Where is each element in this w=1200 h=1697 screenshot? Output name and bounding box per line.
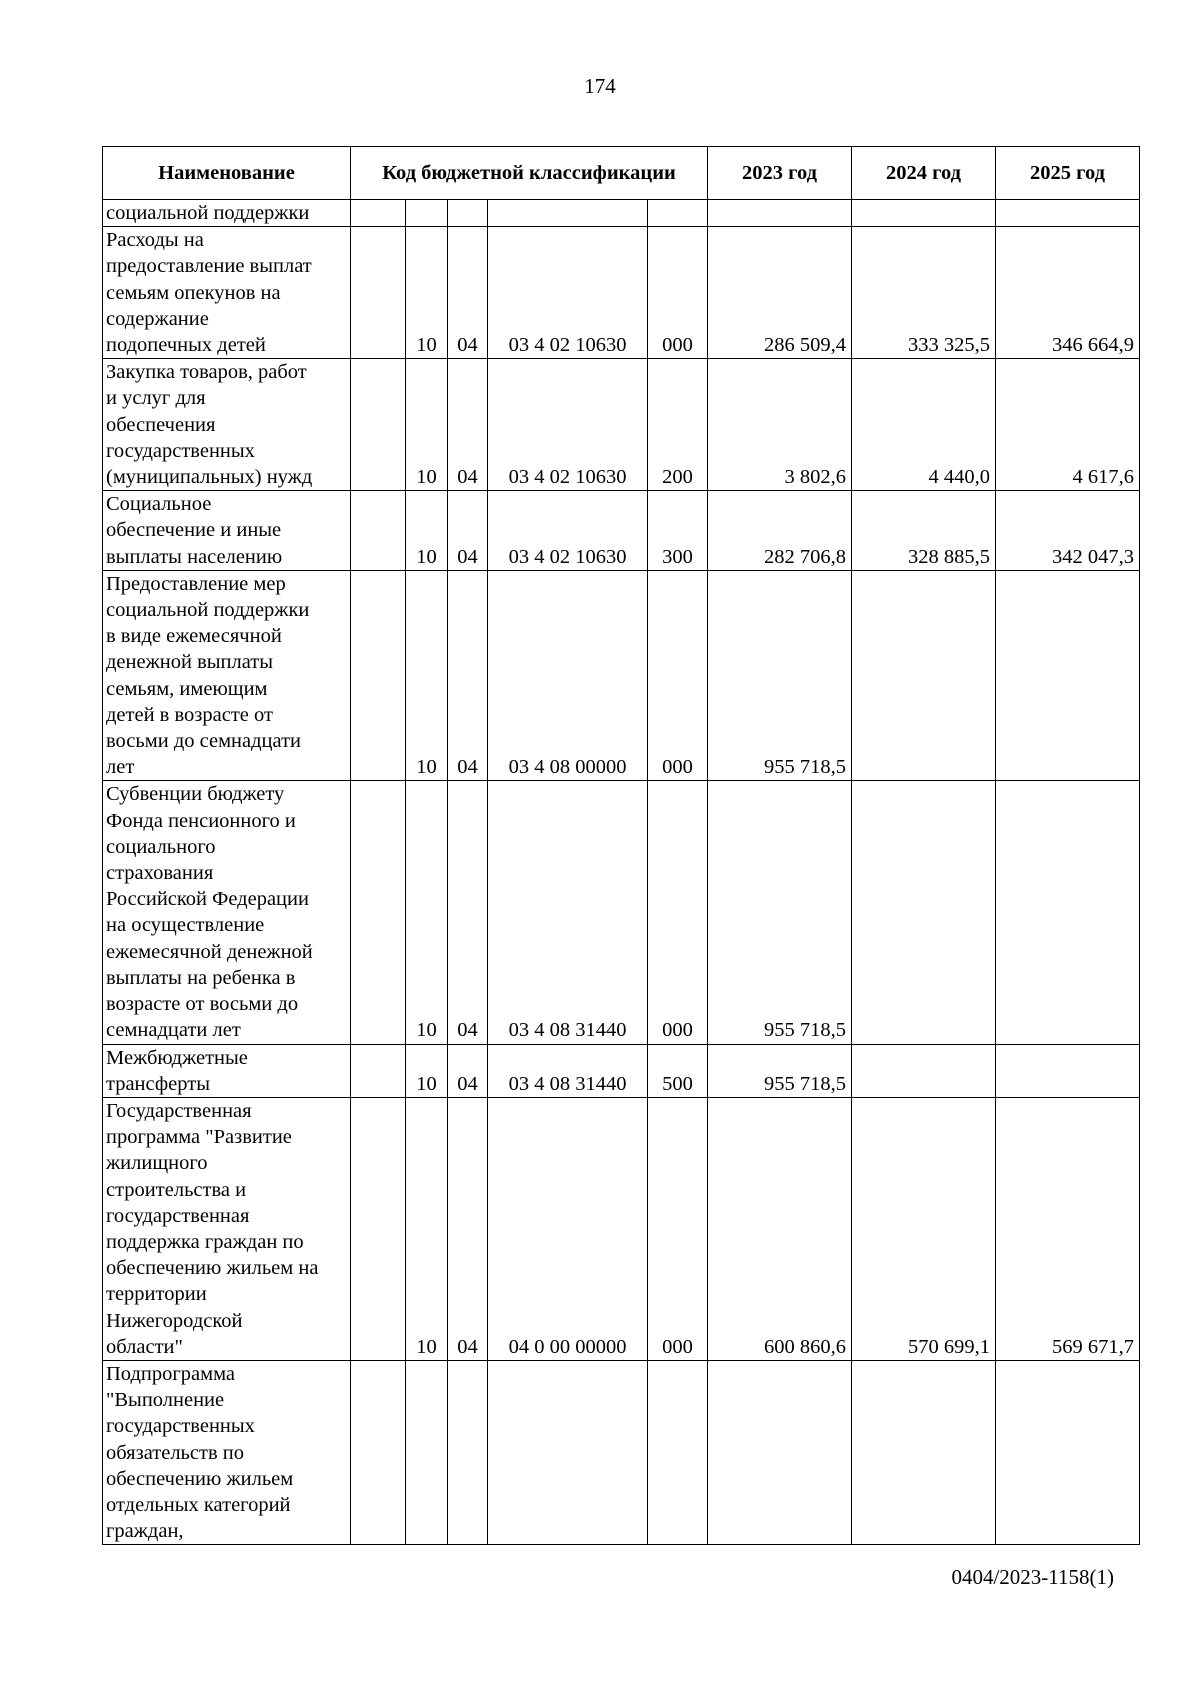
row-name-line: детей в возрасте от (106, 703, 273, 726)
code-blank (351, 1044, 406, 1097)
row-name-line: обеспечению жильем на (106, 1257, 319, 1280)
code-target-article: 03 4 02 10630 (488, 359, 648, 491)
amount-2023: 955 718,5 (708, 570, 852, 781)
code-blank (351, 200, 406, 227)
amount-2023 (708, 200, 852, 227)
code-target-article: 03 4 02 10630 (488, 227, 648, 359)
amount-2025: 569 671,7 (996, 1097, 1140, 1360)
row-name-line: граждан, (106, 1520, 184, 1543)
code-section (406, 1360, 448, 1544)
budget-table (102, 146, 1140, 1545)
amount-2023: 600 860,6 (708, 1097, 852, 1360)
row-name-line: подопечных детей (106, 334, 266, 357)
code-subsection: 04 (448, 1044, 488, 1097)
row-name (103, 227, 351, 359)
code-subsection: 04 (448, 1097, 488, 1360)
code-expense-type: 000 (648, 227, 708, 359)
header-code: Код бюджетной классификации (351, 147, 708, 200)
row-name (103, 570, 351, 781)
row-name-line: поддержка граждан по (106, 1230, 304, 1253)
table-header-row (103, 147, 1140, 200)
amount-2023: 282 706,8 (708, 491, 852, 571)
amount-2023: 955 718,5 (708, 781, 852, 1044)
code-subsection: 04 (448, 359, 488, 491)
row-name-line: обеспечения (106, 413, 216, 436)
code-target-article: 03 4 08 31440 (488, 781, 648, 1044)
code-target-article: 03 4 08 31440 (488, 1044, 648, 1097)
amount-2024: 328 885,5 (852, 491, 996, 571)
row-name-line: Социальное (106, 493, 212, 516)
row-name (103, 1360, 351, 1544)
row-name-line: Российской Федерации (106, 888, 309, 911)
amount-2025 (996, 1044, 1140, 1097)
amount-2025: 346 664,9 (996, 227, 1140, 359)
row-name-line: программа "Развитие (106, 1126, 292, 1149)
table-row (103, 200, 1140, 227)
amount-2024 (852, 570, 996, 781)
page-number: 174 (584, 74, 616, 98)
row-name-line: социального (106, 835, 216, 858)
row-name-line: Расходы на (106, 229, 204, 252)
row-name-line: выплаты на ребенка в (106, 966, 296, 989)
table-row (103, 1360, 1140, 1544)
row-name-line: страхования (106, 862, 214, 885)
amount-2024 (852, 1360, 996, 1544)
code-target-article: 03 4 02 10630 (488, 491, 648, 571)
amount-2024: 570 699,1 (852, 1097, 996, 1360)
code-expense-type: 000 (648, 1097, 708, 1360)
code-section: 10 (406, 1044, 448, 1097)
amount-2025 (996, 781, 1140, 1044)
code-target-article: 03 4 08 00000 (488, 570, 648, 781)
row-name (103, 200, 351, 227)
code-blank (351, 491, 406, 571)
row-name (103, 1097, 351, 1360)
amount-2023: 286 509,4 (708, 227, 852, 359)
amount-2023 (708, 1360, 852, 1544)
code-subsection (448, 200, 488, 227)
row-name-line: ежемесячной денежной (106, 940, 313, 963)
row-name-line: Предоставление мер (106, 572, 286, 595)
row-name-line: государственная (106, 1204, 250, 1227)
row-name-line: "Выполнение (106, 1389, 225, 1412)
row-name-line: территории (106, 1283, 207, 1306)
row-name-line: семьям опекунов на (106, 281, 281, 304)
code-blank (351, 1097, 406, 1360)
amount-2025: 4 617,6 (996, 359, 1140, 491)
amount-2024 (852, 781, 996, 1044)
code-subsection: 04 (448, 570, 488, 781)
row-name-line: возрасте от восьми до (106, 993, 299, 1016)
row-name-line: социальной поддержки (106, 599, 310, 622)
table-row (103, 1044, 1140, 1097)
row-name-line: обеспечению жильем (106, 1467, 294, 1490)
code-section: 10 (406, 1097, 448, 1360)
code-expense-type (648, 1360, 708, 1544)
code-subsection (448, 1360, 488, 1544)
row-name-line: государственных (106, 1415, 255, 1438)
row-name-line: государственных (106, 439, 255, 462)
row-name-line: предоставление выплат (106, 255, 312, 278)
table-row (103, 359, 1140, 491)
row-name (103, 491, 351, 571)
amount-2023: 955 718,5 (708, 1044, 852, 1097)
code-section: 10 (406, 227, 448, 359)
row-name-line: лет (106, 756, 135, 779)
row-name-line: в виде ежемесячной (106, 625, 282, 648)
code-expense-type: 300 (648, 491, 708, 571)
amount-2024 (852, 1044, 996, 1097)
row-name-line: отдельных категорий (106, 1493, 291, 1516)
row-name (103, 359, 351, 491)
code-expense-type: 000 (648, 570, 708, 781)
code-blank (351, 781, 406, 1044)
row-name-line: (муниципальных) нужд (106, 466, 313, 489)
header-2025: 2025 год (996, 147, 1140, 200)
row-name-line: денежной выплаты (106, 651, 274, 674)
row-name-line: обязательств по (106, 1441, 244, 1464)
row-name-line: семьям, имеющим (106, 677, 268, 700)
row-name-line: Государственная (106, 1099, 252, 1122)
row-name-line: Подпрограмма (106, 1362, 236, 1385)
amount-2023: 3 802,6 (708, 359, 852, 491)
code-section: 10 (406, 359, 448, 491)
row-name-line: семнадцати лет (106, 1019, 241, 1042)
amount-2024: 4 440,0 (852, 359, 996, 491)
row-name-line: жилищного (106, 1152, 208, 1175)
row-name-line: области" (106, 1335, 183, 1358)
amount-2025 (996, 1360, 1140, 1544)
header-name: Наименование (103, 147, 351, 200)
code-subsection: 04 (448, 491, 488, 571)
amount-2025 (996, 200, 1140, 227)
code-target-article: 04 0 00 00000 (488, 1097, 648, 1360)
row-name-line: выплаты населению (106, 545, 283, 568)
code-section (406, 200, 448, 227)
amount-2025 (996, 570, 1140, 781)
header-2024: 2024 год (852, 147, 996, 200)
code-target-article (488, 200, 648, 227)
row-name-line: строительства и (106, 1178, 247, 1201)
code-expense-type: 000 (648, 781, 708, 1044)
row-name-line: обеспечение и иные (106, 519, 282, 542)
amount-2024 (852, 200, 996, 227)
row-name-line: содержание (106, 307, 209, 330)
document-id: 0404/2023-1158(1) (951, 1565, 1114, 1589)
row-name-line: на осуществление (106, 914, 265, 937)
row-name-line: восьми до семнадцати (106, 730, 302, 753)
row-name-line: социальной поддержки (106, 202, 310, 224)
code-blank (351, 570, 406, 781)
table-row (103, 227, 1140, 359)
code-blank (351, 359, 406, 491)
code-section: 10 (406, 491, 448, 571)
code-subsection: 04 (448, 227, 488, 359)
table-row (103, 491, 1140, 571)
row-name-line: трансферты (106, 1072, 210, 1095)
code-section: 10 (406, 781, 448, 1044)
row-name-line: Нижегородской (106, 1309, 243, 1332)
row-name (103, 1044, 351, 1097)
row-name (103, 781, 351, 1044)
code-blank (351, 227, 406, 359)
table-row (103, 1097, 1140, 1360)
amount-2024: 333 325,5 (852, 227, 996, 359)
amount-2025: 342 047,3 (996, 491, 1140, 571)
row-name-line: Субвенции бюджету (106, 783, 285, 806)
table-row (103, 570, 1140, 781)
code-expense-type (648, 200, 708, 227)
header-2023: 2023 год (708, 147, 852, 200)
row-name-line: Межбюджетные (106, 1046, 248, 1069)
code-target-article (488, 1360, 648, 1544)
code-blank (351, 1360, 406, 1544)
code-expense-type: 500 (648, 1044, 708, 1097)
code-section: 10 (406, 570, 448, 781)
table-row (103, 781, 1140, 1044)
code-subsection: 04 (448, 781, 488, 1044)
row-name-line: Фонда пенсионного и (106, 809, 296, 832)
row-name-line: Закупка товаров, работ (106, 361, 307, 384)
row-name-line: и услуг для (106, 387, 206, 410)
code-expense-type: 200 (648, 359, 708, 491)
